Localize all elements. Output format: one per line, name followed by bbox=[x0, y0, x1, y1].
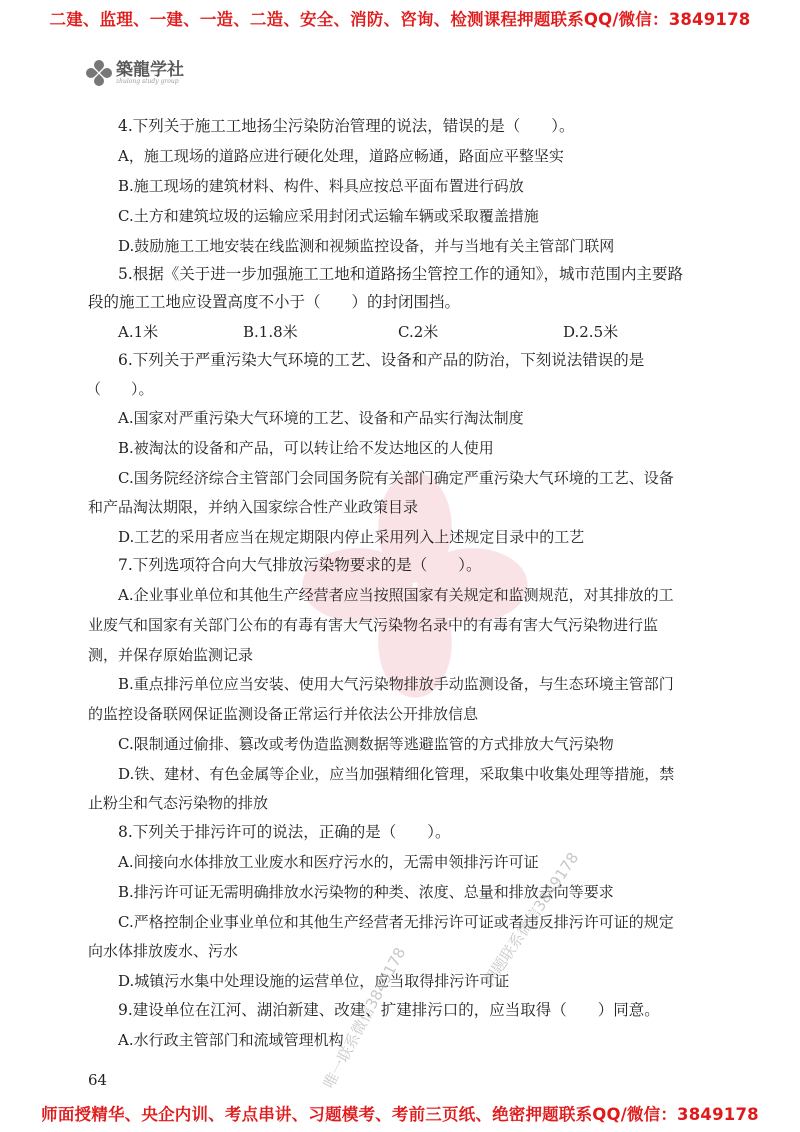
top-promo-banner: 二建、监理、一建、一造、二造、安全、消防、咨询、检测课程押题联系QQ/微信：3849178 bbox=[49, 10, 751, 29]
question-6-option-b: B.被淘汰的设备和产品，可以转让给不发达地区的人使用 bbox=[118, 439, 494, 457]
question-4-option-c: C.土方和建筑垃圾的运输应采用封闭式运输车辆或采取覆盖措施 bbox=[118, 207, 539, 225]
question-5-stem-cont: 段的施工工地应设置高度不小于（ ）的封闭围挡。 bbox=[88, 293, 461, 311]
question-7-option-c: C.限制通过偷排、篡改或考伪造监测数据等逃避监管的方式排放大气污染物 bbox=[118, 735, 614, 753]
logo-name: 築龍学社 bbox=[116, 59, 184, 80]
question-8-option-c-cont: 向水体排放废水、污水 bbox=[88, 942, 239, 960]
question-5-option-a: A.1米 bbox=[118, 323, 159, 341]
logo-subtitle: zhulong study group bbox=[116, 77, 179, 85]
question-7-option-d: D.铁、建材、有色金属等企业，应当加强精细化管理，采取集中收集处理等措施，禁 bbox=[118, 765, 675, 783]
question-6-option-c: C.国务院经济综合主管部门会同国务院有关部门确定严重污染大气环境的工艺、设备 bbox=[118, 469, 674, 487]
question-5-stem: 5.根据《关于进一步加强施工工地和道路扬尘管控工作的通知》，城市范围内主要路 bbox=[118, 265, 684, 283]
question-7-option-d-cont: 止粉尘和气态污染物的排放 bbox=[88, 794, 269, 812]
question-9-stem: 9.建设单位在江河、湖泊新建、改建、扩建排污口的，应当取得（ ）同意。 bbox=[118, 1001, 660, 1019]
question-7-option-a-cont2: 测，并保存原始监测记录 bbox=[88, 646, 254, 664]
diagonal-watermark-2: 押题联系微信3849178 bbox=[479, 849, 583, 990]
bottom-promo-banner: 师面授精华、央企内训、考点串讲、习题模考、考前三页纸、绝密押题联系QQ/微信：3849178 bbox=[41, 1105, 759, 1124]
question-7-stem: 7.下列选项符合向大气排放污染物要求的是（ ）。 bbox=[118, 556, 482, 574]
question-8-option-d: D.城镇污水集中处理设施的运营单位，应当取得排污许可证 bbox=[118, 972, 510, 990]
question-9-option-a: A.水行政主管部门和流域管理机构 bbox=[118, 1031, 344, 1049]
question-4-option-a: A，施工现场的道路应进行硬化处理，道路应畅通，路面应平整坚实 bbox=[118, 147, 564, 165]
question-4-option-b: B.施工现场的建筑材料、构件、料具应按总平面布置进行码放 bbox=[118, 177, 524, 195]
question-6-stem: 6.下列关于严重污染大气环境的工艺、设备和产品的防治，下刻说法错误的是 bbox=[118, 351, 645, 369]
question-6-option-a: A.国家对严重污染大气环境的工艺、设备和产品实行淘汰制度 bbox=[118, 409, 524, 427]
diagonal-watermark-1: 唯一联系微信3849178 bbox=[319, 944, 410, 1092]
question-8-option-c: C.严格控制企业事业单位和其他生产经营者无排污许可证或者违反排污许可证的规定 bbox=[118, 913, 674, 931]
question-7-option-a-cont1: 业废气和国家有关部门公布的有毒有害大气污染物名录中的有毒有害大气污染物进行监 bbox=[88, 616, 659, 634]
question-7-option-b: B.重点排污单位应当安装、使用大气污染物排放手动监测设备，与生态环境主管部门 bbox=[118, 675, 674, 693]
question-8-stem: 8.下列关于排污许可的说法，正确的是（ ）。 bbox=[118, 823, 451, 841]
question-7-option-a: A.企业事业单位和其他生产经营者应当按照国家有关规定和监测规范，对其排放的工 bbox=[118, 586, 674, 604]
question-6-option-d: D.工艺的采用者应当在规定期限内停止采用列入上述规定目录中的工艺 bbox=[118, 528, 585, 546]
question-5-option-c: C.2米 bbox=[398, 323, 439, 341]
question-5-option-d: D.2.5米 bbox=[563, 323, 619, 341]
question-5-option-b: B.1.8米 bbox=[243, 323, 298, 341]
question-4-option-d: D.鼓励施工工地安装在线监测和视频监控设备，并与当地有关主管部门联网 bbox=[118, 237, 615, 255]
question-5-options bbox=[0, 321, 800, 341]
question-4-stem: 4.下列关于施工工地扬尘污染防治管理的说法，错误的是（ ）。 bbox=[118, 117, 575, 135]
question-8-option-a: A.间接向水体排放工业废水和医疗污水的，无需申领排污许可证 bbox=[118, 853, 539, 871]
question-8-option-b: B.排污许可证无需明确排放水污染物的种类、浓度、总量和排放去向等要求 bbox=[118, 883, 614, 901]
page-number: 64 bbox=[88, 1071, 108, 1089]
question-7-option-b-cont: 的监控设备联网保证监测设备正常运行并依法公开排放信息 bbox=[88, 705, 479, 723]
question-6-option-c-cont: 和产品淘汰期限，并纳入国家综合性产业政策目录 bbox=[88, 498, 419, 516]
question-6-stem-cont: （ ）。 bbox=[86, 380, 154, 398]
